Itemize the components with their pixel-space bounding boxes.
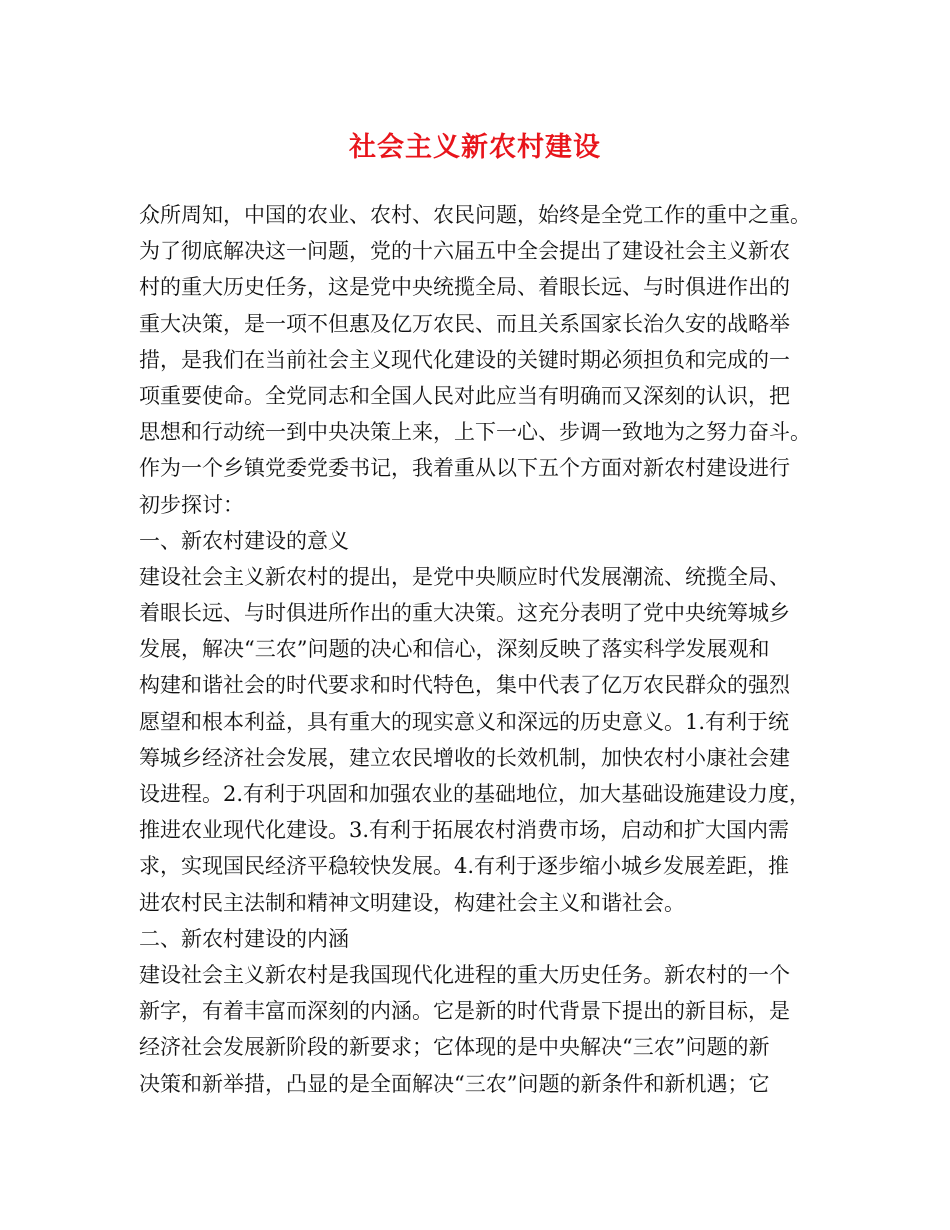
text-line: 众所周知，中国的农业、农村、农民问题，始终是全党工作的重中之重。 (139, 203, 811, 227)
text-line: 思想和行动统一到中央决策上来，上下一心、步调一致地为之努力奋斗。 (139, 420, 811, 445)
text-line: 构建和谐社会的时代要求和时代特色，集中代表了亿万农民群众的强烈 (139, 673, 790, 698)
document-body (139, 197, 819, 1102)
text-line: 着眼长远、与时俱进所作出的重大决策。这充分表明了党中央统筹城乡 (139, 601, 790, 626)
text-line: 为了彻底解决这一问题，党的十六届五中全会提出了建设社会主义新农 (139, 239, 790, 264)
text-line: 项重要使命。全党同志和全国人民对此应当有明确而又深刻的认识，把 (139, 383, 790, 408)
text-line: 作为一个乡镇党委党委书记，我着重从以下五个方面对新农村建设进行 (139, 456, 790, 481)
document-title: 社会主义新农村建设 (349, 132, 601, 163)
text-line: 筹城乡经济社会发展，建立农民增收的长效机制，加快农村小康社会建 (139, 745, 790, 770)
text-line: 进农村民主法制和精神文明建设，构建社会主义和谐社会。 (139, 890, 685, 915)
text-line: 措，是我们在当前社会主义现代化建设的关键时期必须担负和完成的一 (139, 347, 790, 372)
text-line: 决策和新举措，凸显的是全面解决“三农”问题的新条件和新机遇；它 (139, 1071, 770, 1096)
text-line: 初步探讨： (139, 492, 244, 517)
text-line: 建设社会主义新农村的提出，是党中央顺应时代发展潮流、统揽全局、 (139, 564, 790, 589)
text-line: 新字，有着丰富而深刻的内涵。它是新的时代背景下提出的新目标，是 (139, 999, 790, 1024)
text-line: 设进程。2.有利于巩固和加强农业的基础地位，加大基础设施建设力度， (139, 782, 811, 806)
text-line: 推进农业现代化建设。3.有利于拓展农村消费市场，启动和扩大国内需 (139, 818, 790, 843)
text-line: 二、新农村建设的内涵 (139, 926, 349, 951)
text-line: 重大决策，是一项不但惠及亿万农民、而且关系国家长治久安的战略举 (139, 311, 790, 336)
text-line: 愿望和根本利益，具有重大的现实意义和深远的历史意义。1.有利于统 (139, 709, 790, 734)
text-line: 求，实现国民经济平稳较快发展。4.有利于逐步缩小城乡发展差距，推 (139, 854, 790, 879)
text-line: 一、新农村建设的意义 (139, 528, 349, 553)
text-line: 建设社会主义新农村是我国现代化进程的重大历史任务。新农村的一个 (139, 962, 790, 987)
text-line: 经济社会发展新阶段的新要求；它体现的是中央解决“三农”问题的新 (139, 1035, 770, 1060)
text-line: 村的重大历史任务，这是党中央统揽全局、着眼长远、与时俱进作出的 (139, 275, 790, 300)
text-line: 发展，解决“三农”问题的决心和信心，深刻反映了落实科学发展观和 (139, 637, 770, 662)
